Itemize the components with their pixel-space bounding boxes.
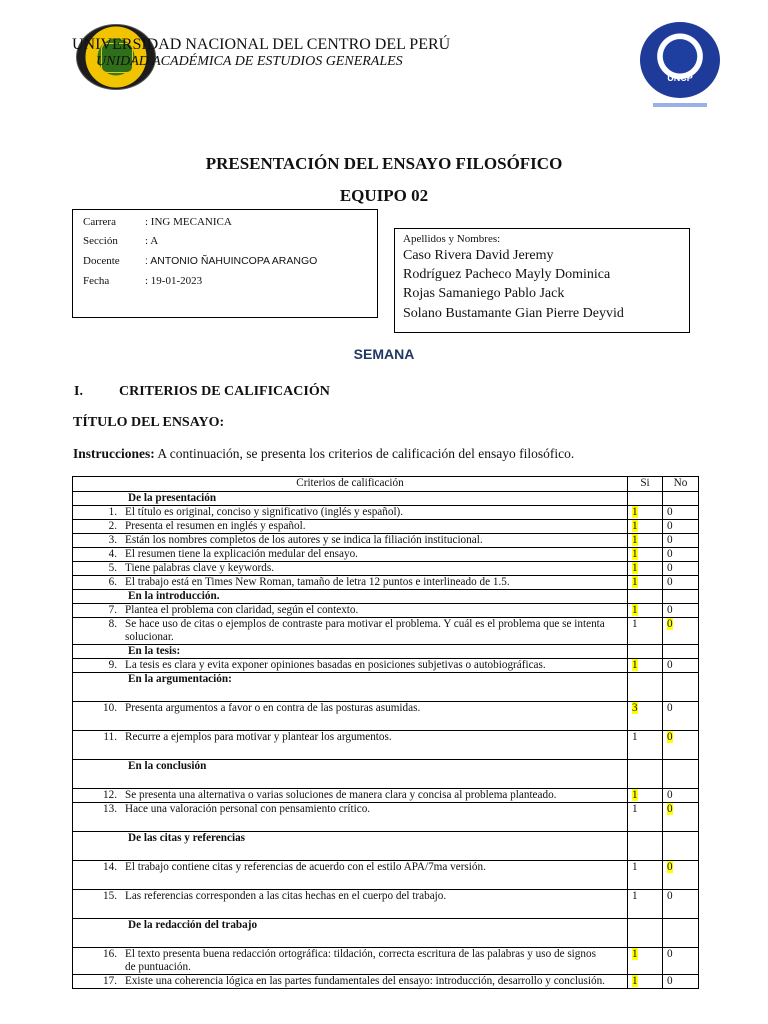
criterion-text: Se hace uso de citas o ejemplos de contraste para motivar el problema. Y cuál es el problema que se intenta solucionar. (125, 618, 605, 643)
si-value: 1 (632, 562, 638, 574)
no-value: 0 (667, 789, 673, 801)
members-header: Apellidos y Nombres: (403, 233, 501, 245)
no-cell (663, 659, 699, 673)
document-title: PRESENTACIÓN DEL ENSAYO FILOSÓFICO (205, 154, 563, 173)
criterion-text: Tiene palabras clave y keywords. (125, 562, 275, 574)
category-label: En la conclusión (73, 760, 628, 789)
si-value: 1 (632, 520, 638, 532)
si-value: 1 (632, 890, 638, 902)
criterion-text: El trabajo está en Times New Roman, tamaño de letra 12 puntos e interlineado de 1.5. (125, 576, 510, 588)
instructions (73, 446, 574, 462)
header-no: No (663, 477, 699, 492)
criterion-cell (73, 534, 628, 548)
no-value: 0 (667, 702, 673, 714)
no-cell (663, 506, 699, 520)
category-label: En la tesis: (73, 645, 628, 659)
criterion-text: El resumen tiene la explicación medular del ensayo. (125, 548, 358, 560)
criterion-number: 7. (108, 604, 117, 616)
criteria-table (72, 476, 699, 989)
criterion-number: 13. (103, 803, 117, 815)
carrera-row (83, 216, 232, 228)
empty-cell (663, 760, 699, 789)
category-row (73, 590, 699, 604)
criterion-cell (73, 618, 628, 645)
member-name: Solano Bustamante Gian Pierre Deyvid (403, 306, 624, 321)
no-value: 0 (667, 975, 673, 987)
criterion-number: 6. (108, 576, 117, 588)
criterion-number: 11. (103, 731, 117, 743)
criterion-text: Presenta el resumen en inglés y español. (125, 520, 306, 532)
si-value: 1 (632, 789, 638, 801)
no-value: 0 (667, 534, 673, 546)
academic-unit-name: UNIDAD ACADÉMICA DE ESTUDIOS GENERALES (96, 54, 403, 69)
si-cell (628, 604, 663, 618)
no-value: 0 (667, 604, 673, 616)
seccion-row (83, 235, 158, 247)
no-value: 0 (667, 520, 673, 532)
no-cell (663, 789, 699, 803)
category-label: En la introducción. (73, 590, 628, 604)
si-value: 1 (632, 548, 638, 560)
no-value: 0 (667, 659, 673, 671)
category-label: De la redacción del trabajo (73, 919, 628, 948)
no-cell (663, 975, 699, 989)
essay-title-label: TÍTULO DEL ENSAYO: (73, 415, 225, 430)
si-cell (628, 534, 663, 548)
seccion-value: : A (145, 235, 159, 247)
table-row (73, 731, 699, 760)
table-row (73, 548, 699, 562)
empty-cell (628, 673, 663, 702)
criterion-number: 12. (103, 789, 117, 801)
table-row (73, 534, 699, 548)
si-cell (628, 731, 663, 760)
criterion-text: El texto presenta buena redacción ortográfica: tildación, correcta escritura de las palabras y uso de signos de puntuación. (125, 948, 596, 973)
no-cell (663, 731, 699, 760)
docente-row (83, 255, 317, 267)
criterion-cell (73, 702, 628, 731)
empty-cell (663, 832, 699, 861)
criterion-number: 16. (103, 948, 117, 960)
category-row (73, 645, 699, 659)
criterion-number: 15. (103, 890, 117, 902)
si-cell (628, 789, 663, 803)
category-label: En la argumentación: (73, 673, 628, 702)
criterion-text: Hace una valoración personal con pensamiento crítico. (125, 803, 371, 815)
university-name: UNIVERSIDAD NACIONAL DEL CENTRO DEL PERÚ (72, 36, 451, 53)
criterion-cell (73, 659, 628, 673)
si-value: 1 (632, 618, 638, 630)
empty-cell (628, 492, 663, 506)
si-cell (628, 520, 663, 534)
si-value: 1 (632, 506, 638, 518)
section-number: I. (74, 384, 83, 399)
no-value: 0 (667, 548, 673, 560)
header-criteria: Criterios de calificación (73, 477, 628, 492)
si-value: 1 (632, 861, 638, 873)
criterion-text: El trabajo contiene citas y referencias de acuerdo con el estilo APA/7ma versión. (125, 861, 486, 873)
criterion-cell (73, 948, 628, 975)
criterion-text: Se presenta una alternativa o varias soluciones de manera clara y concisa al problema planteado. (125, 789, 557, 801)
empty-cell (628, 590, 663, 604)
criterion-number: 10. (103, 702, 117, 714)
si-cell (628, 861, 663, 890)
no-cell (663, 702, 699, 731)
criterion-text: Presenta argumentos a favor o en contra de las posturas asumidas. (125, 702, 421, 714)
category-label: De las citas y referencias (73, 832, 628, 861)
empty-cell (628, 645, 663, 659)
si-cell (628, 659, 663, 673)
carrera-label: Carrera (83, 216, 116, 228)
criterion-cell (73, 576, 628, 590)
table-row (73, 506, 699, 520)
criterion-number: 1. (108, 506, 117, 518)
si-value: 1 (632, 948, 638, 960)
no-value: 0 (667, 576, 673, 588)
si-cell (628, 803, 663, 832)
category-row (73, 919, 699, 948)
seccion-label: Sección (83, 235, 118, 247)
table-row (73, 520, 699, 534)
header-si: Si (628, 477, 663, 492)
criterion-text: Recurre a ejemplos para motivar y plantear los argumentos. (125, 731, 392, 743)
si-value: 1 (632, 975, 638, 987)
table-row (73, 659, 699, 673)
si-cell (628, 890, 663, 919)
no-cell (663, 534, 699, 548)
no-value: 0 (667, 618, 673, 630)
category-row (73, 492, 699, 506)
category-label: De la presentación (73, 492, 628, 506)
criterion-number: 3. (108, 534, 117, 546)
si-value: 1 (632, 659, 638, 671)
instructions-text: A continuación, se presenta los criterios de calificación del ensayo filosófico. (154, 446, 575, 461)
criterion-number: 2. (108, 520, 117, 532)
table-row (73, 562, 699, 576)
no-value: 0 (667, 861, 673, 873)
criterion-text: Plantea el problema con claridad, según el contexto. (125, 604, 359, 616)
criterion-cell (73, 789, 628, 803)
table-row (73, 789, 699, 803)
no-value: 0 (667, 562, 673, 574)
empty-cell (663, 590, 699, 604)
no-value: 0 (667, 731, 673, 743)
si-value: 1 (632, 731, 638, 743)
no-cell (663, 576, 699, 590)
si-cell (628, 576, 663, 590)
member-name: Caso Rivera David Jeremy (403, 248, 554, 263)
criterion-cell (73, 861, 628, 890)
criterion-text: La tesis es clara y evita exponer opiniones basadas en posiciones subjetivas o autobiográficas. (125, 659, 546, 671)
section-title: CRITERIOS DE CALIFICACIÓN (119, 384, 330, 399)
criterion-number: 17. (103, 975, 117, 987)
docente-label: Docente (83, 255, 120, 267)
no-cell (663, 604, 699, 618)
logo-ribbon-icon (653, 103, 707, 107)
si-cell (628, 702, 663, 731)
empty-cell (628, 760, 663, 789)
criterion-number: 4. (108, 548, 117, 560)
criterion-text: Las referencias corresponden a las citas hechas en el cuerpo del trabajo. (125, 890, 447, 902)
no-value: 0 (667, 506, 673, 518)
fecha-label: Fecha (83, 275, 110, 287)
carrera-value: : ING MECANICA (145, 216, 232, 228)
no-cell (663, 548, 699, 562)
empty-cell (628, 832, 663, 861)
no-cell (663, 803, 699, 832)
criterion-number: 14. (103, 861, 117, 873)
category-row (73, 832, 699, 861)
member-name: Rojas Samaniego Pablo Jack (403, 286, 565, 301)
criterion-number: 8. (108, 618, 117, 630)
member-name: Rodríguez Pacheco Mayly Dominica (403, 267, 611, 282)
uncp-logo-text: UNCP (667, 73, 693, 83)
category-row (73, 673, 699, 702)
team-members-box (394, 228, 690, 333)
si-cell (628, 562, 663, 576)
table-row (73, 702, 699, 731)
no-value: 0 (667, 803, 673, 815)
no-cell (663, 520, 699, 534)
si-cell (628, 618, 663, 645)
empty-cell (663, 673, 699, 702)
criterion-cell (73, 604, 628, 618)
si-cell (628, 975, 663, 989)
si-cell (628, 548, 663, 562)
week-heading: SEMANA (353, 346, 415, 362)
si-cell (628, 506, 663, 520)
course-info-box (72, 209, 378, 318)
empty-cell (628, 919, 663, 948)
category-row (73, 760, 699, 789)
table-row (73, 948, 699, 975)
table-row (73, 861, 699, 890)
fecha-row (83, 275, 202, 287)
criterion-cell (73, 890, 628, 919)
empty-cell (663, 919, 699, 948)
criterion-cell (73, 803, 628, 832)
empty-cell (663, 492, 699, 506)
no-cell (663, 562, 699, 576)
si-cell (628, 948, 663, 975)
si-value: 3 (632, 702, 638, 714)
docente-value: : ANTONIO ÑAHUINCOPA ARANGO (145, 255, 318, 267)
instructions-label: Instrucciones: (73, 446, 155, 461)
criterion-number: 5. (108, 562, 117, 574)
table-row (73, 890, 699, 919)
si-value: 1 (632, 803, 638, 815)
criterion-text: Existe una coherencia lógica en las partes fundamentales del ensayo: introducción, desarrollo y conclusión. (125, 975, 605, 987)
no-cell (663, 618, 699, 645)
criterion-cell (73, 562, 628, 576)
si-value: 1 (632, 576, 638, 588)
no-value: 0 (667, 890, 673, 902)
no-cell (663, 890, 699, 919)
empty-cell (663, 645, 699, 659)
criterion-text: El título es original, conciso y significativo (inglés y español). (125, 506, 404, 518)
team-label: EQUIPO 02 (339, 186, 429, 205)
criterion-cell (73, 731, 628, 760)
table-row (73, 576, 699, 590)
fecha-value: : 19-01-2023 (145, 275, 203, 287)
si-value: 1 (632, 604, 638, 616)
criterion-cell (73, 975, 628, 989)
table-row (73, 803, 699, 832)
no-cell (663, 948, 699, 975)
table-header-row (73, 477, 699, 492)
uncp-logo (640, 22, 720, 98)
table-row (73, 618, 699, 645)
criterion-number: 9. (108, 659, 117, 671)
no-value: 0 (667, 948, 673, 960)
table-row (73, 604, 699, 618)
criterion-cell (73, 548, 628, 562)
criterion-text: Están los nombres completos de los autores y se indica la filiación institucional. (125, 534, 483, 546)
criterion-cell (73, 520, 628, 534)
no-cell (663, 861, 699, 890)
si-value: 1 (632, 534, 638, 546)
table-row (73, 975, 699, 989)
criterion-cell (73, 506, 628, 520)
